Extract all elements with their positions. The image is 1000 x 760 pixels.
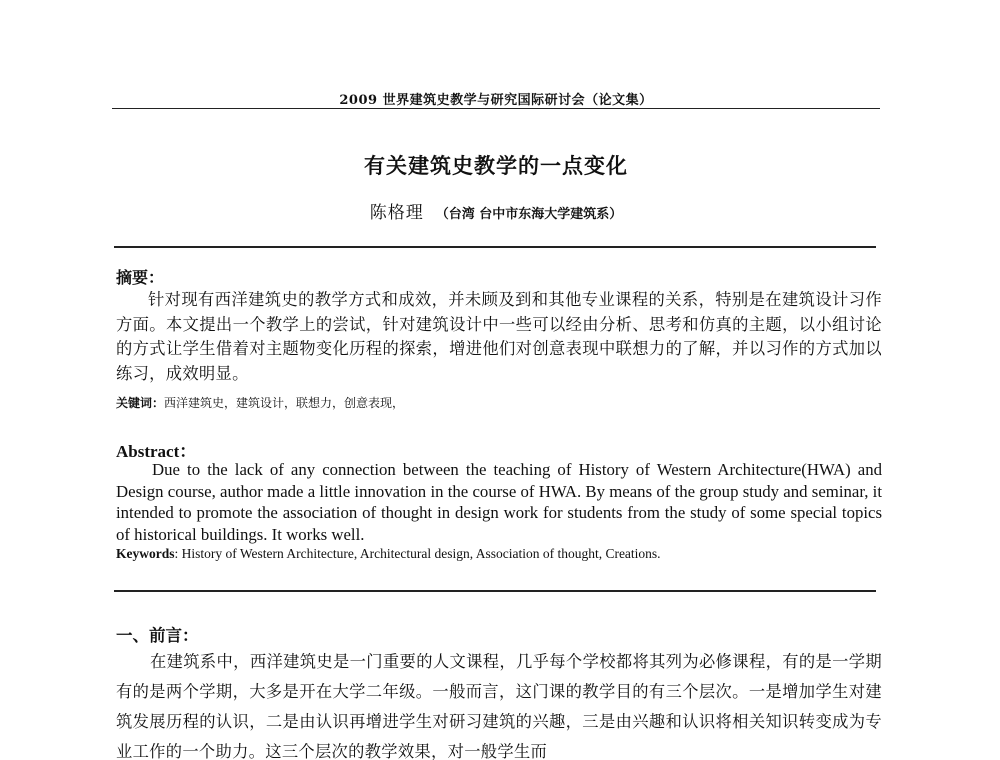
keywords-en-text: : History of Western Architecture, Architectural design, Association of thought, Creations. (174, 546, 661, 561)
running-header: 2009 世界建筑史教学与研究国际研讨会（论文集） (339, 93, 653, 108)
author-name: 陈格理 (369, 203, 424, 223)
author-line (112, 198, 880, 223)
abstract-cn-body: 针对现有西洋建筑史的教学方式和成效，并未顾及到和其他专业课程的关系，特别是在建筑设计习作方面。本文提出一个教学上的尝试，针对建筑设计中一些可以经由分析、思考和仿真的主题，以小组讨论的方式让学生借着对主题物变化历程的探索，增进他们对创意表现中联想力的了解，并以习作的方式加以练习，成效明显。 (116, 290, 882, 383)
keywords-cn (116, 394, 882, 411)
abstract-divider (114, 590, 876, 592)
section-1-body: 在建筑系中，西洋建筑史是一门重要的人文课程，几乎每个学校都将其列为必修课程，有的是一学期有的是两个学期，大多是开在大学二年级。一般而言，这门课的教学目的有三个层次。一是增加学生对建筑发展历程的认识，二是由认识再增进学生对研习建筑的兴趣，三是由兴趣和认识将相关知识转变成为专业工作的一个助力。这三个层次的教学效果，对一般学生而 (116, 652, 882, 760)
keywords-cn-text: 西洋建筑史，建筑设计，联想力，创意表现， (164, 396, 405, 410)
title-divider (114, 246, 876, 248)
keywords-cn-label: 关键词： (116, 396, 165, 410)
author-affiliation: （台湾 台中市东海大学建筑系） (435, 207, 623, 222)
paper-title: 有关建筑史教学的一点变化 (364, 153, 628, 178)
header-rule (112, 108, 880, 109)
abstract-en-body: Due to the lack of any connection between the teaching of History of Western Architecture(HWA) and Design course, author made a little innovation in the course of HWA. By means of the group study and seminar, it intended to promote the association of thought in design work for students from the study of some special topics of historical buildings. It works well. (116, 460, 882, 544)
abstract-cn-label: 摘要： (116, 268, 165, 287)
section-1-heading: 一、前言： (116, 626, 199, 645)
abstract-en-label: Abstract： (116, 442, 197, 461)
keywords-en (116, 546, 882, 562)
keywords-en-label: Keywords (116, 546, 175, 561)
